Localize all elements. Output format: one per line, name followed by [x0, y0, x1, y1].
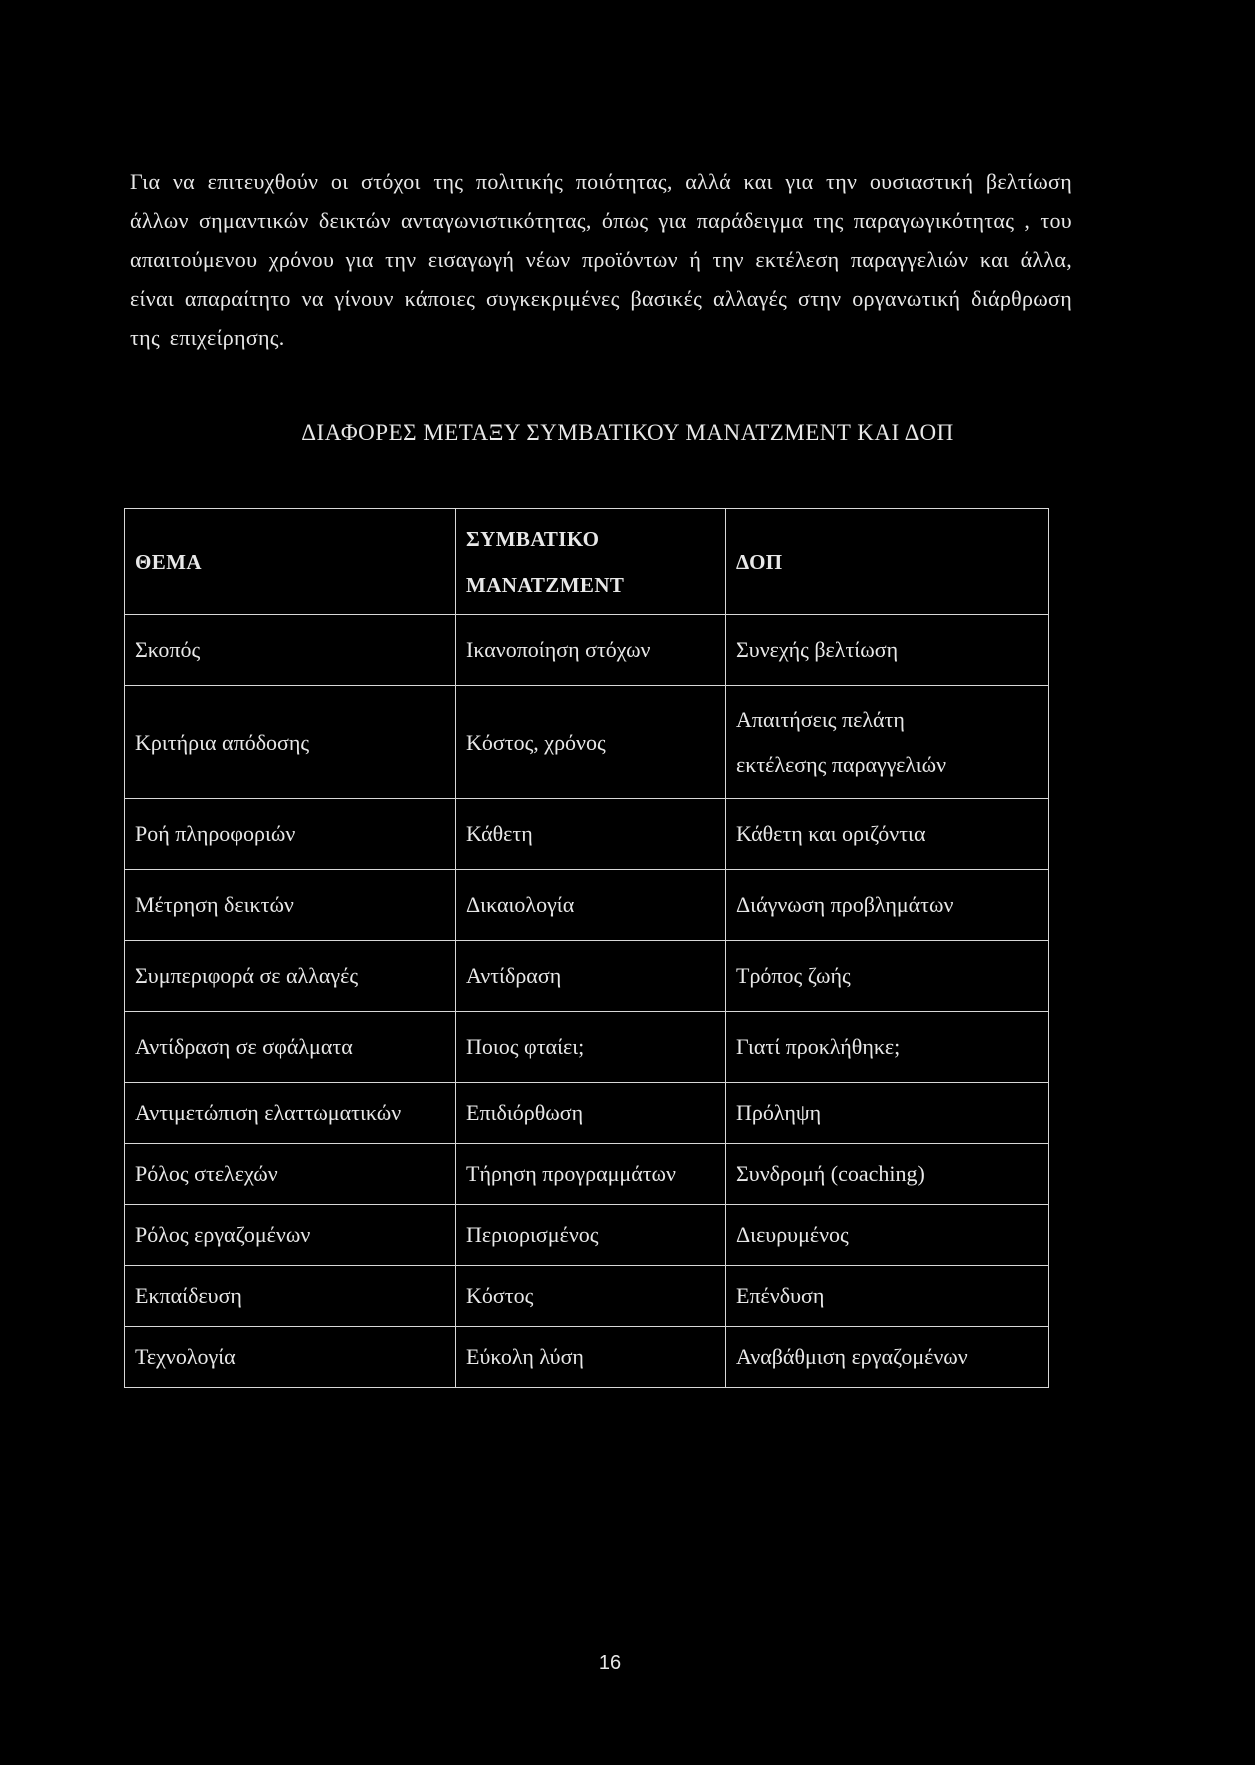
header-conventional-line1: ΣΥΜΒΑΤΙΚΟ	[466, 526, 600, 551]
cell-conventional: Ικανοποίηση στόχων	[456, 615, 726, 686]
table-row	[125, 1205, 1049, 1266]
cell-tqm-line2: εκτέλεσης παραγγελιών	[736, 752, 947, 777]
cell-topic: Κριτήρια απόδοσης	[125, 686, 456, 799]
cell-conventional: Κόστος, χρόνος	[456, 686, 726, 799]
cell-conventional: Αντίδραση	[456, 941, 726, 1012]
cell-topic: Αντιμετώπιση ελαττωματικών	[125, 1083, 456, 1144]
page-number: 16	[598, 1652, 622, 1674]
table-row	[125, 1083, 1049, 1144]
cell-tqm: Κάθετη και οριζόντια	[726, 799, 1049, 870]
cell-tqm: Διευρυμένος	[726, 1205, 1049, 1266]
cell-topic: Εκπαίδευση	[125, 1266, 456, 1327]
cell-topic: Ρόλος στελεχών	[125, 1144, 456, 1205]
cell-topic: Μέτρηση δεικτών	[125, 870, 456, 941]
cell-conventional: Περιορισμένος	[456, 1205, 726, 1266]
table-row	[125, 615, 1049, 686]
intro-paragraph: Για να επιτευχθούν οι στόχοι της πολιτικής ποιότητας, αλλά και για την ουσιαστική βελτίωση άλλων σημαντικών δεικτών ανταγωνιστικότητας, όπως για παράδειγμα της παραγωγικότητας , του απαιτούμενου χρόνου για την εισαγωγή νέων προϊόντων ή την εκτέλεση παραγγελιών και άλλα, είναι απαραίτητο να γίνουν κάποιες συγκεκριμένες βασικές αλλαγές στην οργανωτική διάρθρωση της επιχείρησης.	[130, 169, 1072, 350]
comparison-table	[124, 508, 1049, 1388]
cell-tqm: Πρόληψη	[726, 1083, 1049, 1144]
cell-topic: Ρόλος εργαζομένων	[125, 1205, 456, 1266]
cell-tqm: Αναβάθμιση εργαζομένων	[726, 1327, 1049, 1388]
header-conventional-line2: ΜΑΝΑΤΖΜΕΝΤ	[466, 572, 625, 597]
header-tqm: ΔΟΠ	[726, 509, 1049, 615]
header-conventional	[456, 509, 726, 615]
cell-tqm: Επένδυση	[726, 1266, 1049, 1327]
cell-conventional: Εύκολη λύση	[456, 1327, 726, 1388]
cell-topic: Τεχνολογία	[125, 1327, 456, 1388]
table-row	[125, 1012, 1049, 1083]
cell-tqm: Γιατί προκλήθηκε;	[726, 1012, 1049, 1083]
cell-tqm: Συνδρομή (coaching)	[726, 1144, 1049, 1205]
cell-tqm	[726, 686, 1049, 799]
cell-topic: Συμπεριφορά σε αλλαγές	[125, 941, 456, 1012]
table-row	[125, 1266, 1049, 1327]
cell-conventional: Τήρηση προγραμμάτων	[456, 1144, 726, 1205]
cell-conventional: Επιδιόρθωση	[456, 1083, 726, 1144]
cell-conventional: Δικαιολογία	[456, 870, 726, 941]
cell-conventional: Ποιος φταίει;	[456, 1012, 726, 1083]
table-row	[125, 1327, 1049, 1388]
table-row	[125, 1144, 1049, 1205]
cell-tqm: Διάγνωση προβλημάτων	[726, 870, 1049, 941]
cell-conventional: Κόστος	[456, 1266, 726, 1327]
header-topic: ΘΕΜΑ	[125, 509, 456, 615]
table-header-row	[125, 509, 1049, 615]
cell-tqm-line1: Απαιτήσεις πελάτη	[736, 707, 905, 732]
table-title: ΔΙΑΦΟΡΕΣ ΜΕΤΑΞΥ ΣΥΜΒΑΤΙΚΟΥ ΜΑΝΑΤΖΜΕΝΤ ΚΑΙ ΔΟΠ	[301, 420, 954, 445]
table-row	[125, 870, 1049, 941]
cell-topic: Σκοπός	[125, 615, 456, 686]
cell-topic: Ροή πληροφοριών	[125, 799, 456, 870]
cell-tqm: Τρόπος ζωής	[726, 941, 1049, 1012]
table-row	[125, 941, 1049, 1012]
table-row	[125, 686, 1049, 799]
table-row	[125, 799, 1049, 870]
cell-tqm: Συνεχής βελτίωση	[726, 615, 1049, 686]
cell-topic: Αντίδραση σε σφάλματα	[125, 1012, 456, 1083]
cell-conventional: Κάθετη	[456, 799, 726, 870]
